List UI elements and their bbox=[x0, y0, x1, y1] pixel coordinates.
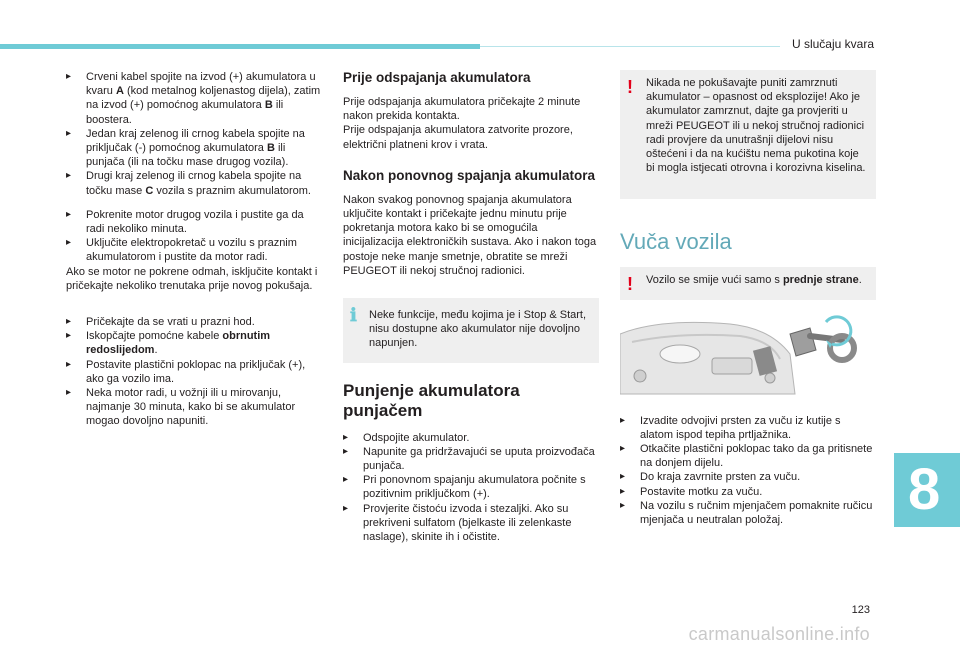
list-item: ▸ Do kraja zavrnite prsten za vuču. bbox=[620, 471, 801, 484]
car-front-towing-eye-icon bbox=[620, 314, 870, 404]
bullet-icon: ▸ bbox=[66, 330, 72, 342]
bullet-icon: ▸ bbox=[343, 502, 349, 514]
header-divider bbox=[480, 46, 780, 47]
heading-after-reconnect: Nakon ponovnog spajanja akumulatora bbox=[343, 167, 596, 183]
towing-steps-list bbox=[620, 414, 876, 528]
heading-before-disconnect: Prije odspajanja akumulatora bbox=[343, 70, 531, 85]
start-engine-list bbox=[66, 208, 324, 265]
bullet-icon: ▸ bbox=[343, 474, 349, 486]
bullet-icon: ▸ bbox=[66, 71, 72, 82]
list-item: ▸ Pri ponovnom spajanju akumulatora počnite s pozitivnim priključkom (+). bbox=[343, 474, 586, 501]
bullet-icon: ▸ bbox=[66, 127, 72, 139]
finish-steps-list bbox=[66, 315, 324, 429]
list-item: ▸ Iskopčajte pomoćne kabele obrnutim redoslijedom. bbox=[66, 330, 271, 357]
warning-icon: ! bbox=[627, 77, 633, 97]
list-item: ▸ Napunite ga pridržavajući se uputa proizvođača punjača. bbox=[343, 445, 595, 473]
list-item: ▸ Neka motor radi, u vožnji ili u mirovanju, najmanje 30 minuta, kako bi se akumulator mogao dovoljno napuniti. bbox=[66, 387, 296, 428]
list-item: ▸ Odspojite akumulator. bbox=[343, 431, 470, 444]
list-item: ▸ Pokrenite motor drugog vozila i pustite ga da radi nekoliko minuta. bbox=[66, 208, 304, 236]
header-accent-bar bbox=[0, 44, 480, 49]
towing-eye-illustration bbox=[620, 314, 870, 404]
bullet-icon: ▸ bbox=[66, 358, 72, 370]
page-number: 123 bbox=[851, 604, 870, 616]
list-item: ▸ Provjerite čistoću izvoda i stezaljki. Ako su prekriveni sulfatom (bjelkaste ili zelenkaste naslage), skinite ih i očistite. bbox=[343, 502, 572, 544]
chapter-tab bbox=[894, 453, 960, 527]
warning-icon: ! bbox=[627, 274, 633, 295]
bullet-icon: ▸ bbox=[620, 471, 626, 483]
info-box: ℹ Neke funkcije, među kojima je i Stop & Start, nisu dostupne ako akumulator nije dovoljno napunjen. bbox=[343, 298, 599, 363]
bullet-icon: ▸ bbox=[343, 445, 349, 457]
bullet-icon: ▸ bbox=[66, 316, 72, 328]
column-middle bbox=[343, 70, 599, 544]
jump-start-steps-list bbox=[66, 70, 324, 198]
before-disconnect-text: Prije odspajanja akumulatora pričekajte 2 minute nakon prekida kontakta. Prije odspajanja akumulatora zatvorite prozore, električni platneni krov i vrata. bbox=[343, 96, 581, 151]
bullet-icon: ▸ bbox=[66, 237, 72, 249]
charging-steps-list bbox=[343, 431, 599, 545]
retry-paragraph: Ako se motor ne pokrene odmah, isključite kontakt i pričekajte nekoliko trenutaka prije novog pokušaja. bbox=[66, 265, 318, 292]
bullet-icon: ▸ bbox=[620, 443, 626, 455]
section-title: U slučaju kvara bbox=[791, 37, 874, 51]
column-right bbox=[620, 70, 876, 527]
heading-charging: Punjenje akumulatora punjačem bbox=[343, 380, 520, 420]
bullet-icon: ▸ bbox=[620, 499, 626, 511]
column-left bbox=[66, 70, 324, 429]
list-item: ▸ Izvadite odvojivi prsten za vuču iz kutije s alatom ispod tepiha prtljažnika. bbox=[620, 414, 841, 441]
list-item: ▸ Pričekajte da se vrati u prazni hod. bbox=[66, 316, 255, 329]
bullet-icon: ▸ bbox=[620, 485, 626, 497]
heading-towing: Vuča vozila bbox=[620, 229, 732, 255]
list-item: ▸ Jedan kraj zelenog ili crnog kabela spojite na priključak (-) pomoćnog akumulatora B ili punjača (ili na točku mase drugog vozila). bbox=[66, 127, 305, 169]
list-item: ▸ Postavite motku za vuču. bbox=[620, 485, 763, 498]
bullet-icon: ▸ bbox=[620, 414, 626, 426]
list-item: ▸ Otkačite plastični poklopac tako da ga pritisnete na donjem dijelu. bbox=[620, 443, 873, 470]
bullet-icon: ▸ bbox=[66, 387, 72, 399]
list-item: ▸ Drugi kraj zelenog ili crnog kabela spojite na točku mase C vozila s praznim akumulatorom. bbox=[66, 170, 311, 197]
bullet-icon: ▸ bbox=[343, 431, 349, 443]
info-icon: ℹ bbox=[350, 305, 357, 326]
warning-box-towing: ! Vozilo se smije vući samo s prednje strane. bbox=[620, 267, 876, 299]
watermark: carmanualsonline.info bbox=[688, 624, 870, 644]
bullet-icon: ▸ bbox=[66, 208, 72, 220]
chapter-number: 8 bbox=[908, 457, 941, 522]
list-item: ▸ Crveni kabel spojite na izvod (+) akumulatora u kvaru A (kod metalnog koljenastog dijela), zatim na izvod (+) pomoćnog akumulatora B ili boostera. bbox=[66, 71, 321, 126]
after-reconnect-text: Nakon svakog ponovnog spajanja akumulatora uključite kontakt i pričekajte jednu minutu prije pokretanja motora kako bi se omogućila inicijalizacija elektroničkih sustava. Ako i nakon toga postoje neke manje smetnje, obratite se mreži PEUGEOT ili nekoj stručnoj radionici. bbox=[343, 193, 597, 277]
list-item: ▸ Postavite plastični poklopac na priključak (+), ako ga vozilo ima. bbox=[66, 358, 306, 385]
bullet-icon: ▸ bbox=[66, 170, 72, 182]
warning-box-frozen-battery: ! Nikada ne pokušavajte puniti zamrznuti akumulator – opasnost od eksplozije! Ako je akumulator zamrznut, dajte ga provjeriti u mreži PEUGEOT ili u nekoj stručnoj radionici radi provjere da unutrašnji dijelovi nisu oštećeni i da na kućištu nema pukotina koje bi mogla istjecati otrovna i korozivna kiselina. bbox=[620, 70, 876, 199]
list-item: ▸ Uključite elektropokretač u vozilu s praznim akumulatorom i pustite da motor radi. bbox=[66, 237, 297, 264]
list-item: ▸ Na vozilu s ručnim mjenjačem pomaknite ručicu mjenjača u neutralan položaj. bbox=[620, 499, 873, 527]
